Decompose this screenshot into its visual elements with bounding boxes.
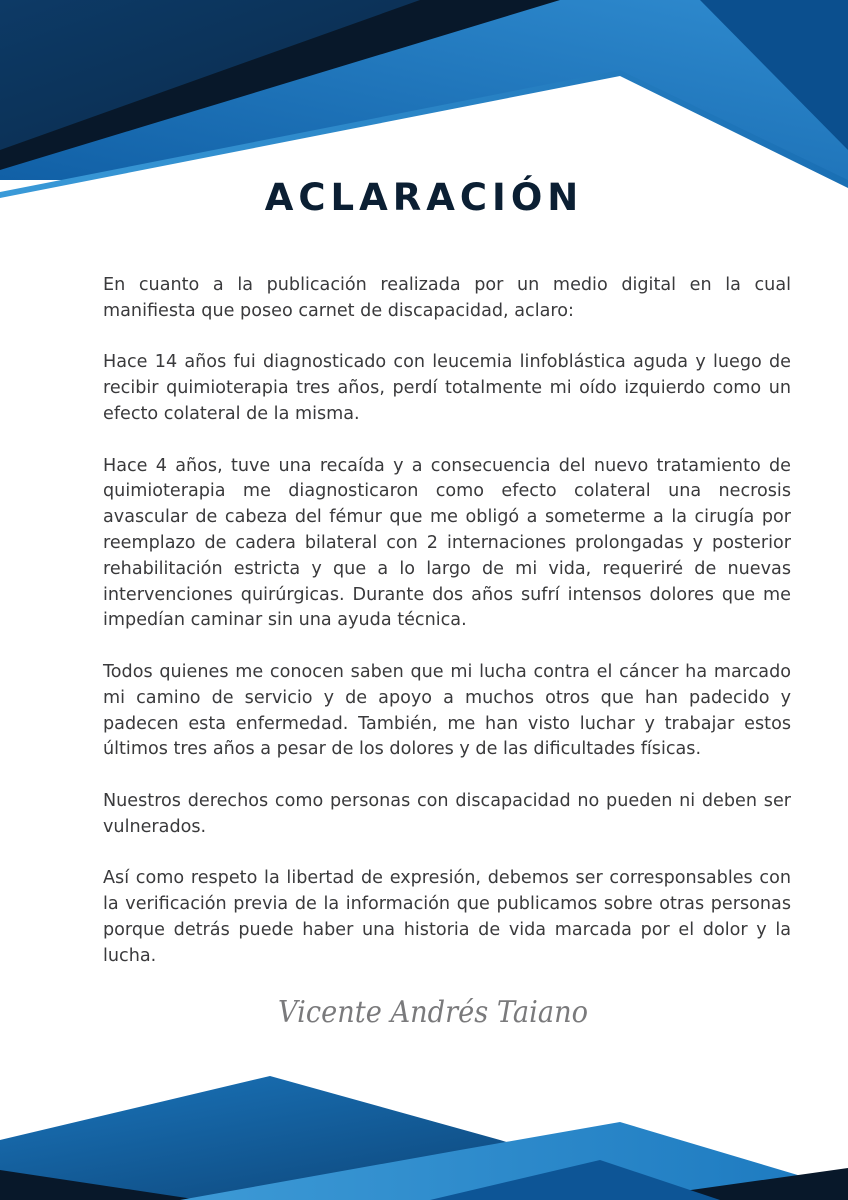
page-title: ACLARACIÓN <box>264 176 584 219</box>
paragraph-6: Así como respeto la libertad de expresión, debemos ser corresponsables con la verificación previa de la información que publicamos sobre otras personas porque detrás puede haber una historia de vida marcada por el dolor y la lucha. <box>103 868 791 966</box>
document-body <box>103 273 791 995</box>
signature-text: Vicente Andrés Taiano <box>278 995 588 1030</box>
paragraph-4: Todos quienes me conocen saben que mi lucha contra el cáncer ha marcado mi camino de servicio y de apoyo a muchos otros que han padecido y padecen esta enfermedad. También, me han visto luchar y trabajar estos últimos tres años a pesar de los dolores y de las dificultades físicas. <box>103 661 791 760</box>
paragraph-3: Hace 4 años, tuve una recaída y a consecuencia del nuevo tratamiento de quimioterapia me diagnosticaron como efecto colateral una necrosis avascular de cabeza del fémur que me obligó a someterme a la cirugía por reemplazo de cadera bilateral con 2 internaciones prolongadas y posterior rehabilitación estricta y que a lo largo de mi vida, requeriré de nuevas intervenciones quirúrgicas. Durante dos años sufrí intensos dolores que me impedían caminar sin una ayuda técnica. <box>103 455 791 631</box>
bottom-banner-decoration <box>0 1060 848 1200</box>
paragraph-5: Nuestros derechos como personas con discapacidad no pueden ni deben ser vulnerados. <box>103 790 791 837</box>
paragraph-2: Hace 14 años fui diagnosticado con leucemia linfoblástica aguda y luego de recibir quimioterapia tres años, perdí totalmente mi oído izquierdo como un efecto colateral de la misma. <box>103 352 791 424</box>
signature <box>274 992 594 1034</box>
paragraph-1: En cuanto a la publicación realizada por un medio digital en la cual manifiesta que poseo carnet de discapacidad, aclaro: <box>103 275 791 321</box>
